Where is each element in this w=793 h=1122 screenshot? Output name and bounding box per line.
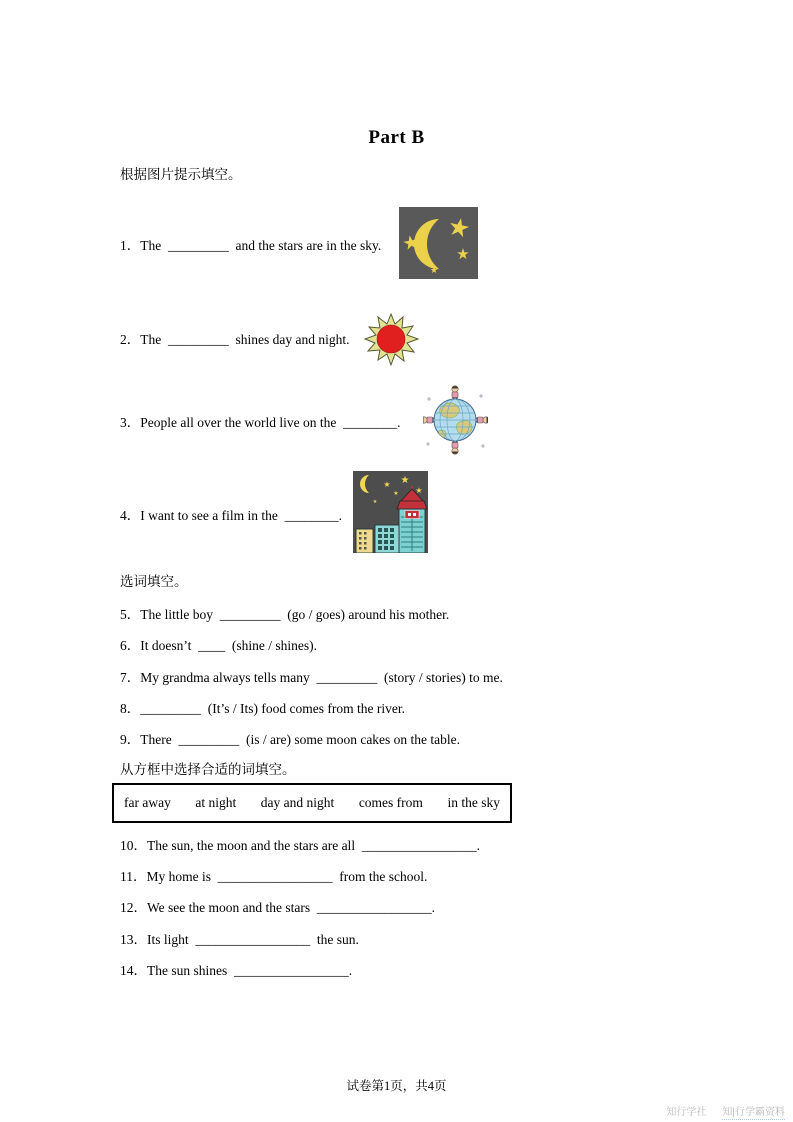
question-5: 5．The little boy _________ (go / goes) around his mother. [120, 607, 450, 622]
star-icon: ★ [429, 266, 439, 276]
sparkle-icon [427, 397, 431, 401]
question-14: 14．The sun shines _________________. [120, 963, 353, 978]
sun-image [363, 313, 420, 366]
watermark-right: 知|行学霸资料 [722, 1103, 785, 1120]
page-number-footer: 试卷第1页，共4页 [346, 1079, 447, 1093]
sign-glyph [413, 513, 416, 516]
pagoda-roof-lower [397, 501, 427, 509]
question-9: 9．There _________ (is / are) some moon cakes on the table. [120, 732, 461, 747]
question-11: 11．My home is _________________ from the school. [120, 869, 428, 884]
star-icon: ★ [400, 475, 410, 486]
sparkle-icon [426, 442, 430, 446]
question-12: 12．We see the moon and the stars _________________. [120, 900, 435, 915]
watermark [666, 1103, 785, 1120]
earth-people-image [423, 381, 488, 458]
question-4: 4．I want to see a film in the ________. [120, 508, 342, 523]
instruction-part2: 选词填空。 [120, 574, 188, 589]
word-bank-item: in the sky [447, 795, 500, 810]
moon-stars-image [399, 207, 478, 279]
person-top [452, 386, 458, 399]
word-bank-box [112, 783, 512, 823]
sparkle-icon [479, 394, 483, 398]
star-icon: ★ [400, 230, 422, 256]
star-icon: ★ [383, 480, 391, 489]
star-icon: ★ [445, 210, 474, 245]
star-icon: ★ [456, 245, 470, 263]
star-icon: ★ [393, 490, 399, 497]
cinema-night-image [353, 471, 428, 553]
person-right [476, 417, 488, 423]
sparkle-icon [481, 444, 485, 448]
cinema-sign [405, 511, 419, 519]
question-7: 7．My grandma always tells many _________ (story / stories) to me. [120, 670, 503, 685]
question-2: 2．The _________ shines day and night. [120, 332, 350, 347]
sun-center [377, 325, 405, 353]
word-bank-item: comes from [358, 795, 423, 810]
word-bank-item: day and night [260, 795, 335, 810]
word-bank-item: far away [124, 795, 171, 810]
question-8: 8．_________ (It’s / Its) food comes from the river. [120, 701, 405, 716]
star-icon: ★ [372, 499, 378, 505]
question-3: 3．People all over the world live on the ________. [120, 415, 401, 430]
word-bank-item: at night [195, 795, 237, 810]
person-bottom [452, 441, 458, 454]
instruction-part1: 根据图片提示填空。 [120, 167, 242, 182]
instruction-part3: 从方框中选择合适的词填空。 [120, 762, 296, 777]
question-10: 10．The sun, the moon and the stars are all _________________. [120, 838, 480, 853]
question-6: 6．It doesn’t ____ (shine / shines). [120, 638, 317, 653]
question-1: 1．The _________ and the stars are in the sky. [120, 238, 382, 253]
sign-glyph [408, 513, 411, 516]
person-left [423, 417, 434, 423]
page-title: Part B [368, 127, 425, 148]
watermark-left: 知行学社 [666, 1107, 707, 1118]
star-icon: ★ [415, 486, 423, 495]
question-13: 13．Its light _________________ the sun. [120, 932, 359, 947]
